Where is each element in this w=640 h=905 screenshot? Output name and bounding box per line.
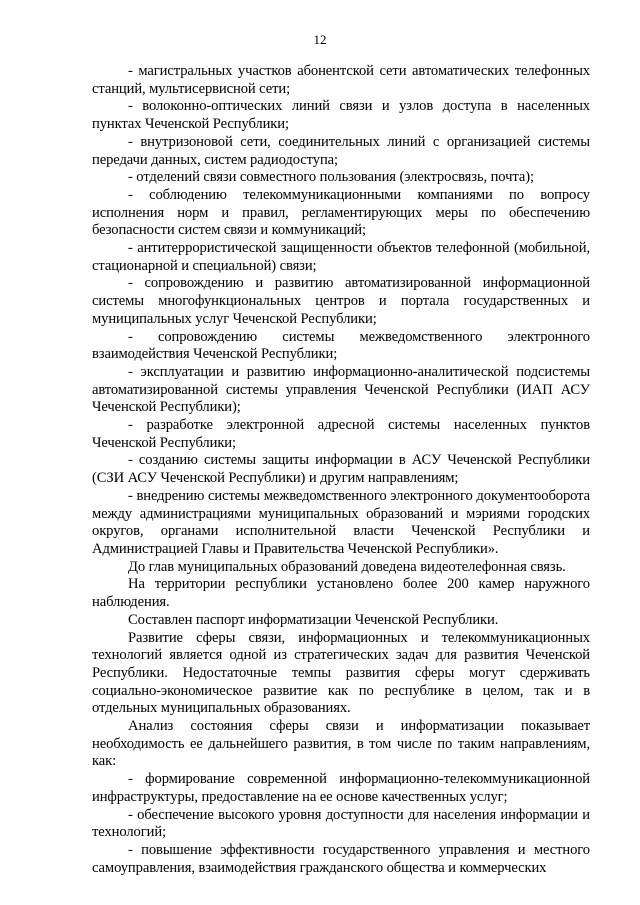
bullet-paragraph: - эксплуатации и развитию информационно-аналитической подсистемы автоматизированной системы управления Чеченской Республики (ИАП АСУ Чеченской Республики);: [92, 363, 590, 416]
bullet-paragraph: - внутризоновой сети, соединительных линий с организацией системы передачи данных, систем радиодоступа;: [92, 133, 590, 168]
bullet-paragraph: - сопровождению и развитию автоматизированной информационной системы многофункциональных центров и портала государственных и муниципальных услуг Чеченской Республики;: [92, 275, 590, 327]
bullet-paragraph: - отделений связи совместного пользования (электросвязь, почта);: [128, 169, 534, 186]
bullet-paragraph: - соблюдению телекоммуникационными компаниями по вопросу исполнения норм и правил, регламентирующих меры по обеспечению безопасности систем связи и коммуникаций;: [92, 186, 590, 239]
text-paragraph: Развитие сферы связи, информационных и телекоммуникационных технологий является одной из стратегических задач для развития Чеченской Республики. Недостаточные темпы развития сферы могут сдерживать социально-экономическое развитие как по республике в целом, так и в отдельных муниципальных образованиях.: [92, 629, 590, 717]
bullet-paragraph: - магистральных участков абонентской сети автоматических телефонных станций, мультисервисной сети;: [92, 63, 590, 97]
text-paragraph: На территории республики установлено более 200 камер наружного наблюдения.: [92, 576, 590, 611]
bullet-paragraph: - волоконно-оптических линий связи и узлов доступа в населенных пунктах Чеченской Республики;: [92, 98, 590, 133]
page-number: 12: [313, 32, 327, 47]
bullet-paragraph: - созданию системы защиты информации в АСУ Чеченской Республики (СЗИ АСУ Чеченской Республики) и другим направлениям;: [92, 452, 590, 487]
text-paragraph: Анализ состояния сферы связи и информатизации показывает необходимость ее дальнейшего развития, в том числе по таким направлениям, как:: [92, 718, 590, 770]
text-paragraph: Составлен паспорт информатизации Чеченской Республики.: [128, 611, 499, 628]
bullet-paragraph: - антитеррористической защищенности объектов телефонной (мобильной, стационарной и специальной) связи;: [92, 240, 590, 274]
bullet-paragraph: - повышение эффективности государственного управления и местного самоуправления, взаимодействия гражданского общества и коммерческих: [92, 841, 590, 876]
bullet-paragraph: - внедрению системы межведомственного электронного документооборота между администрациями муниципальных образований и мэриями городских округов, органами исполнительной власти Чеченской Республики и Администрацией Главы и Правительства Чеченской Республики».: [92, 487, 590, 557]
bullet-paragraph: - обеспечение высокого уровня доступности для населения информации и технологий;: [92, 806, 590, 841]
bullet-paragraph: - формирование современной информационно-телекоммуникационной инфраструктуры, предоставление на ее основе качественных услуг;: [92, 771, 590, 805]
text-paragraph: До глав муниципальных образований доведена видеотелефонная связь.: [128, 558, 566, 575]
bullet-paragraph: - сопровождению системы межведомственного электронного взаимодействия Чеченской Республики;: [92, 328, 590, 363]
bullet-paragraph: - разработке электронной адресной системы населенных пунктов Чеченской Республики;: [92, 417, 590, 451]
document-body: [92, 63, 590, 877]
